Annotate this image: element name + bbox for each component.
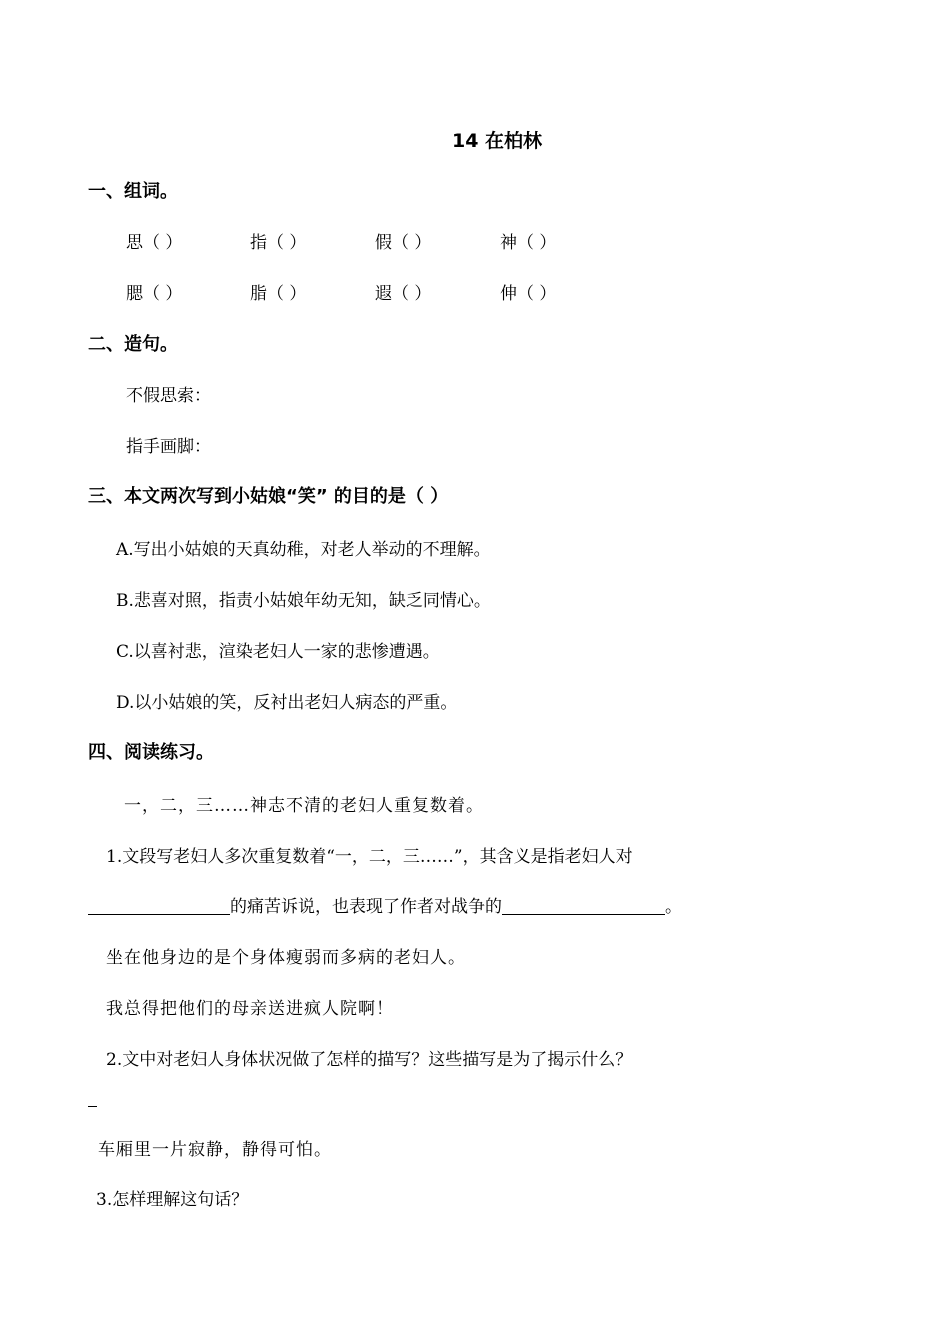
word-blank[interactable]: 遐（ ） xyxy=(375,284,432,304)
choice-option-c[interactable]: C.以喜衬悲，渲染老妇人一家的悲惨遭遇。 xyxy=(116,642,440,662)
question-1-end: 。 xyxy=(665,897,682,917)
page-title: 14 在柏林 xyxy=(452,130,543,152)
word-blank[interactable]: 神（ ） xyxy=(500,233,557,253)
word-blank[interactable]: 脂（ ） xyxy=(250,284,307,304)
section-heading-word-building: 一、组词。 xyxy=(88,181,178,202)
reading-quote: 坐在他身边的是个身体瘦弱而多病的老妇人。 xyxy=(106,948,466,968)
sentence-item[interactable]: 指手画脚： xyxy=(126,437,211,457)
reading-quote: 车厢里一片寂静，静得可怕。 xyxy=(98,1140,332,1160)
choice-option-a[interactable]: A.写出小姑娘的天真幼稚，对老人举动的不理解。 xyxy=(116,540,491,560)
question-1-continued xyxy=(88,892,682,917)
word-blank[interactable]: 腮（ ） xyxy=(126,284,183,304)
section-heading-sentence: 二、造句。 xyxy=(88,334,178,355)
section-heading-choice: 三、本文两次写到小姑娘“笑” 的目的是（ ） xyxy=(88,486,449,507)
answer-blank[interactable] xyxy=(88,896,230,915)
choice-option-d[interactable]: D.以小姑娘的笑，反衬出老妇人病态的严重。 xyxy=(116,693,458,713)
question-1-mid-text: 的痛苦诉说，也表现了作者对战争的 xyxy=(230,897,502,917)
question-2: 2.文中对老妇人身体状况做了怎样的描写？这些描写是为了揭示什么？ xyxy=(106,1050,633,1070)
word-blank[interactable]: 思（ ） xyxy=(126,233,183,253)
word-blank[interactable]: 伸（ ） xyxy=(500,284,557,304)
reading-quote: 一，二，三……神志不清的老妇人重复数着。 xyxy=(124,796,484,816)
answer-blank[interactable] xyxy=(502,896,665,915)
answer-line[interactable] xyxy=(88,1106,97,1107)
choice-option-b[interactable]: B.悲喜对照，指责小姑娘年幼无知，缺乏同情心。 xyxy=(116,591,491,611)
word-blank[interactable]: 指（ ） xyxy=(250,233,307,253)
word-blank[interactable]: 假（ ） xyxy=(375,233,432,253)
reading-quote: 我总得把他们的母亲送进疯人院啊！ xyxy=(106,999,394,1019)
question-1: 1.文段写老妇人多次重复数着“一，二，三……”，其含义是指老妇人对 xyxy=(106,847,633,867)
question-3: 3.怎样理解这句话？ xyxy=(96,1190,249,1210)
sentence-item[interactable]: 不假思索： xyxy=(126,386,211,406)
section-heading-reading: 四、阅读练习。 xyxy=(88,742,214,763)
